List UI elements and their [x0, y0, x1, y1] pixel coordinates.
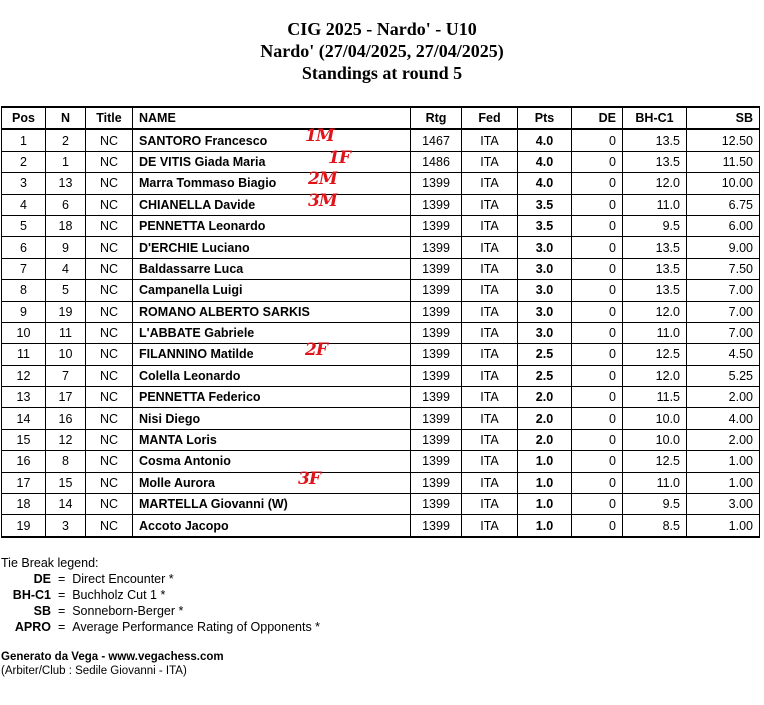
legend-desc: Buchholz Cut 1 * — [72, 588, 166, 602]
standings-table — [1, 106, 760, 538]
cell-pos: 7 — [2, 258, 46, 279]
cell-title: NC — [86, 451, 133, 472]
legend-item: DE = Direct Encounter * — [1, 571, 320, 587]
legend-desc: Direct Encounter * — [72, 572, 174, 586]
cell-n: 13 — [46, 173, 86, 194]
cell-sb: 12.50 — [687, 129, 760, 151]
cell-pts: 4.0 — [518, 151, 572, 172]
cell-de: 0 — [572, 215, 623, 236]
handwritten-rank-note: 2F — [305, 340, 327, 361]
cell-fed: ITA — [462, 151, 518, 172]
cell-name — [133, 494, 411, 515]
cell-bh-c1: 13.5 — [623, 280, 687, 301]
cell-bh-c1: 13.5 — [623, 151, 687, 172]
cell-de: 0 — [572, 258, 623, 279]
cell-sb: 2.00 — [687, 429, 760, 450]
cell-fed: ITA — [462, 515, 518, 537]
cell-rtg: 1467 — [411, 129, 462, 151]
tournament-venue-dates: Nardo' (27/04/2025, 27/04/2025) — [260, 41, 504, 61]
table-row — [2, 494, 760, 515]
cell-de: 0 — [572, 129, 623, 151]
cell-pts: 3.0 — [518, 237, 572, 258]
cell-name — [133, 280, 411, 301]
cell-name — [133, 126, 411, 151]
player-name: Nisi Diego — [139, 411, 201, 426]
cell-de: 0 — [572, 301, 623, 322]
cell-rtg: 1399 — [411, 344, 462, 365]
table-row — [2, 322, 760, 343]
cell-n: 3 — [46, 515, 86, 537]
cell-pts: 3.0 — [518, 280, 572, 301]
handwritten-rank-note: 1F — [328, 147, 350, 168]
cell-bh-c1: 12.0 — [623, 173, 687, 194]
cell-sb: 11.50 — [687, 151, 760, 172]
table-row — [2, 408, 760, 429]
cell-rtg: 1399 — [411, 173, 462, 194]
cell-title: NC — [86, 301, 133, 322]
cell-fed: ITA — [462, 494, 518, 515]
cell-rtg: 1399 — [411, 365, 462, 386]
document-header — [0, 18, 764, 84]
tournament-title: CIG 2025 - Nardo' - U10 — [287, 19, 477, 39]
table-row — [2, 301, 760, 322]
cell-sb: 7.50 — [687, 258, 760, 279]
cell-pts: 2.0 — [518, 429, 572, 450]
cell-name — [133, 301, 411, 322]
cell-title: NC — [86, 365, 133, 386]
cell-pos: 8 — [2, 280, 46, 301]
cell-rtg: 1399 — [411, 387, 462, 408]
cell-sb: 3.00 — [687, 494, 760, 515]
cell-title: NC — [86, 429, 133, 450]
standings-round-title: Standings at round 5 — [301, 63, 463, 83]
cell-de: 0 — [572, 194, 623, 215]
cell-n: 2 — [46, 129, 86, 151]
cell-n: 11 — [46, 322, 86, 343]
cell-pts: 2.5 — [518, 365, 572, 386]
cell-bh-c1: 10.0 — [623, 429, 687, 450]
cell-n: 9 — [46, 237, 86, 258]
cell-pos: 6 — [2, 237, 46, 258]
cell-n: 6 — [46, 194, 86, 215]
cell-de: 0 — [572, 472, 623, 493]
cell-title: NC — [86, 408, 133, 429]
cell-bh-c1: 12.0 — [623, 365, 687, 386]
cell-pos: 4 — [2, 194, 46, 215]
col-header-rtg: Rtg — [411, 107, 462, 129]
player-name: Marra Tommaso Biagio — [139, 176, 277, 191]
cell-de: 0 — [572, 515, 623, 537]
cell-pts: 3.0 — [518, 322, 572, 343]
table-row — [2, 129, 760, 151]
col-header-pts: Pts — [518, 107, 572, 129]
cell-de: 0 — [572, 408, 623, 429]
cell-pos: 11 — [2, 344, 46, 365]
cell-name — [133, 340, 411, 365]
cell-title: NC — [86, 515, 133, 537]
table-row — [2, 215, 760, 236]
cell-n: 1 — [46, 151, 86, 172]
cell-de: 0 — [572, 451, 623, 472]
legend-desc: Average Performance Rating of Opponents * — [72, 620, 321, 634]
cell-title: NC — [86, 472, 133, 493]
table-row — [2, 365, 760, 386]
cell-n: 4 — [46, 258, 86, 279]
handwritten-rank-note: 3F — [298, 468, 320, 489]
player-name: Campanella Luigi — [139, 283, 243, 298]
table-row — [2, 258, 760, 279]
cell-sb: 4.50 — [687, 344, 760, 365]
cell-fed: ITA — [462, 194, 518, 215]
col-header-sb: SB — [687, 107, 760, 129]
cell-sb: 7.00 — [687, 280, 760, 301]
cell-de: 0 — [572, 151, 623, 172]
cell-bh-c1: 13.5 — [623, 129, 687, 151]
player-name: Molle Aurora — [139, 475, 215, 490]
cell-pts: 3.5 — [518, 215, 572, 236]
legend-item: SB = Sonneborn-Berger * — [1, 603, 320, 619]
cell-bh-c1: 13.5 — [623, 237, 687, 258]
col-header-pos: Pos — [2, 107, 46, 129]
cell-fed: ITA — [462, 365, 518, 386]
cell-bh-c1: 10.0 — [623, 408, 687, 429]
cell-n: 17 — [46, 387, 86, 408]
table-row — [2, 387, 760, 408]
generator-credit: Generato da Vega - www.vegachess.com — [1, 651, 224, 663]
player-name: Baldassarre Luca — [139, 261, 244, 276]
handwritten-rank-note: 2M — [308, 169, 337, 190]
cell-rtg: 1399 — [411, 301, 462, 322]
cell-fed: ITA — [462, 280, 518, 301]
cell-pos: 16 — [2, 451, 46, 472]
cell-pos: 14 — [2, 408, 46, 429]
cell-pts: 4.0 — [518, 173, 572, 194]
cell-sb: 2.00 — [687, 387, 760, 408]
player-name: FILANNINO Matilde — [139, 347, 254, 362]
cell-fed: ITA — [462, 429, 518, 450]
cell-pts: 1.0 — [518, 472, 572, 493]
cell-fed: ITA — [462, 237, 518, 258]
cell-rtg: 1399 — [411, 237, 462, 258]
cell-rtg: 1399 — [411, 258, 462, 279]
col-header-name: NAME — [133, 107, 411, 129]
cell-pos: 2 — [2, 151, 46, 172]
cell-de: 0 — [572, 173, 623, 194]
cell-pos: 17 — [2, 472, 46, 493]
col-header-n: N — [46, 107, 86, 129]
cell-rtg: 1399 — [411, 322, 462, 343]
cell-pts: 2.5 — [518, 344, 572, 365]
cell-sb: 6.00 — [687, 215, 760, 236]
player-name: L'ABBATE Gabriele — [139, 326, 255, 341]
cell-sb: 9.00 — [687, 237, 760, 258]
arbiter-credit: (Arbiter/Club : Sedile Giovanni - ITA) — [1, 665, 187, 677]
col-header-de: DE — [572, 107, 623, 129]
cell-sb: 4.00 — [687, 408, 760, 429]
legend-key: APRO — [14, 620, 51, 634]
cell-rtg: 1399 — [411, 408, 462, 429]
legend-key: SB — [33, 604, 51, 618]
cell-pos: 13 — [2, 387, 46, 408]
cell-title: NC — [86, 237, 133, 258]
legend-item: BH-C1 = Buchholz Cut 1 * — [1, 587, 320, 603]
cell-name — [133, 190, 411, 215]
cell-n: 10 — [46, 344, 86, 365]
cell-pos: 3 — [2, 173, 46, 194]
cell-name — [133, 215, 411, 236]
cell-fed: ITA — [462, 301, 518, 322]
cell-pos: 19 — [2, 515, 46, 537]
document-footer — [1, 650, 224, 678]
cell-rtg: 1399 — [411, 472, 462, 493]
cell-sb: 1.00 — [687, 451, 760, 472]
cell-n: 18 — [46, 215, 86, 236]
cell-title: NC — [86, 129, 133, 151]
cell-bh-c1: 9.5 — [623, 494, 687, 515]
cell-bh-c1: 12.5 — [623, 451, 687, 472]
cell-bh-c1: 11.0 — [623, 472, 687, 493]
table-row — [2, 280, 760, 301]
table-row — [2, 194, 760, 215]
cell-n: 12 — [46, 429, 86, 450]
cell-n: 14 — [46, 494, 86, 515]
cell-n: 7 — [46, 365, 86, 386]
cell-fed: ITA — [462, 129, 518, 151]
player-name: CHIANELLA Davide — [139, 197, 256, 212]
legend-desc: Sonneborn-Berger * — [72, 604, 184, 618]
cell-n: 5 — [46, 280, 86, 301]
cell-title: NC — [86, 258, 133, 279]
cell-rtg: 1399 — [411, 194, 462, 215]
cell-name — [133, 169, 411, 194]
player-name: ROMANO ALBERTO SARKIS — [139, 304, 310, 319]
cell-title: NC — [86, 151, 133, 172]
cell-name — [133, 365, 411, 386]
cell-bh-c1: 8.5 — [623, 515, 687, 537]
cell-pts: 3.0 — [518, 258, 572, 279]
cell-sb: 6.75 — [687, 194, 760, 215]
cell-sb: 1.00 — [687, 515, 760, 537]
cell-fed: ITA — [462, 408, 518, 429]
player-name: PENNETTA Federico — [139, 390, 261, 405]
cell-rtg: 1399 — [411, 215, 462, 236]
cell-pts: 3.0 — [518, 301, 572, 322]
cell-bh-c1: 13.5 — [623, 258, 687, 279]
cell-sb: 7.00 — [687, 322, 760, 343]
cell-fed: ITA — [462, 322, 518, 343]
cell-pos: 15 — [2, 429, 46, 450]
handwritten-rank-note: 1M — [305, 126, 334, 147]
cell-rtg: 1399 — [411, 429, 462, 450]
table-header-row — [2, 107, 760, 129]
cell-n: 8 — [46, 451, 86, 472]
cell-name — [133, 322, 411, 343]
col-header-title: Title — [86, 107, 133, 129]
cell-pos: 5 — [2, 215, 46, 236]
cell-pts: 1.0 — [518, 494, 572, 515]
cell-bh-c1: 9.5 — [623, 215, 687, 236]
cell-fed: ITA — [462, 258, 518, 279]
cell-de: 0 — [572, 322, 623, 343]
cell-fed: ITA — [462, 387, 518, 408]
cell-de: 0 — [572, 429, 623, 450]
cell-pts: 1.0 — [518, 451, 572, 472]
cell-title: NC — [86, 322, 133, 343]
table-row — [2, 173, 760, 194]
cell-pos: 18 — [2, 494, 46, 515]
cell-rtg: 1399 — [411, 494, 462, 515]
player-name: Accoto Jacopo — [139, 518, 229, 533]
cell-n: 19 — [46, 301, 86, 322]
cell-pts: 4.0 — [518, 129, 572, 151]
player-name: SANTORO Francesco — [139, 133, 268, 148]
cell-de: 0 — [572, 237, 623, 258]
cell-pts: 2.0 — [518, 387, 572, 408]
player-name: Cosma Antonio — [139, 454, 231, 469]
cell-fed: ITA — [462, 173, 518, 194]
table-row — [2, 237, 760, 258]
handwritten-rank-note: 3M — [308, 190, 337, 211]
cell-de: 0 — [572, 365, 623, 386]
cell-fed: ITA — [462, 451, 518, 472]
cell-title: NC — [86, 194, 133, 215]
table-row — [2, 151, 760, 172]
cell-rtg: 1399 — [411, 451, 462, 472]
col-header-fed: Fed — [462, 107, 518, 129]
tie-break-legend — [1, 555, 320, 635]
cell-name — [133, 515, 411, 537]
cell-sb: 10.00 — [687, 173, 760, 194]
cell-bh-c1: 12.5 — [623, 344, 687, 365]
cell-title: NC — [86, 280, 133, 301]
table-row — [2, 472, 760, 493]
legend-key: DE — [33, 572, 51, 586]
player-name: MANTA Loris — [139, 433, 217, 448]
cell-de: 0 — [572, 280, 623, 301]
cell-fed: ITA — [462, 472, 518, 493]
col-header-bh-c1: BH-C1 — [623, 107, 687, 129]
cell-bh-c1: 11.0 — [623, 322, 687, 343]
cell-title: NC — [86, 173, 133, 194]
cell-sb: 5.25 — [687, 365, 760, 386]
cell-name — [133, 147, 411, 172]
cell-title: NC — [86, 387, 133, 408]
player-name: MARTELLA Giovanni (W) — [139, 497, 288, 512]
cell-bh-c1: 11.0 — [623, 194, 687, 215]
cell-bh-c1: 12.0 — [623, 301, 687, 322]
cell-name — [133, 468, 411, 493]
cell-name — [133, 258, 411, 279]
player-name: PENNETTA Leonardo — [139, 219, 266, 234]
table-row — [2, 429, 760, 450]
cell-name — [133, 429, 411, 450]
cell-title: NC — [86, 494, 133, 515]
table-row — [2, 451, 760, 472]
player-name: Colella Leonardo — [139, 368, 241, 383]
cell-sb: 7.00 — [687, 301, 760, 322]
legend-title: Tie Break legend: — [1, 556, 99, 570]
cell-de: 0 — [572, 387, 623, 408]
player-name: D'ERCHIE Luciano — [139, 240, 250, 255]
cell-rtg: 1399 — [411, 515, 462, 537]
cell-de: 0 — [572, 344, 623, 365]
cell-bh-c1: 11.5 — [623, 387, 687, 408]
player-name: DE VITIS Giada Maria — [139, 154, 266, 169]
cell-pos: 1 — [2, 129, 46, 151]
cell-de: 0 — [572, 494, 623, 515]
cell-pts: 2.0 — [518, 408, 572, 429]
cell-fed: ITA — [462, 344, 518, 365]
cell-n: 16 — [46, 408, 86, 429]
cell-name — [133, 237, 411, 258]
cell-rtg: 1399 — [411, 280, 462, 301]
cell-name — [133, 451, 411, 472]
cell-name — [133, 387, 411, 408]
cell-sb: 1.00 — [687, 472, 760, 493]
table-row — [2, 344, 760, 365]
cell-pos: 12 — [2, 365, 46, 386]
legend-item: APRO = Average Performance Rating of Opponents * — [1, 619, 320, 635]
cell-title: NC — [86, 215, 133, 236]
table-row — [2, 515, 760, 537]
cell-name — [133, 408, 411, 429]
cell-rtg: 1486 — [411, 151, 462, 172]
cell-pos: 10 — [2, 322, 46, 343]
cell-n: 15 — [46, 472, 86, 493]
legend-key: BH-C1 — [12, 588, 51, 602]
cell-pts: 1.0 — [518, 515, 572, 537]
cell-fed: ITA — [462, 215, 518, 236]
cell-title: NC — [86, 344, 133, 365]
cell-pos: 9 — [2, 301, 46, 322]
standings-body — [2, 126, 760, 536]
cell-pts: 3.5 — [518, 194, 572, 215]
